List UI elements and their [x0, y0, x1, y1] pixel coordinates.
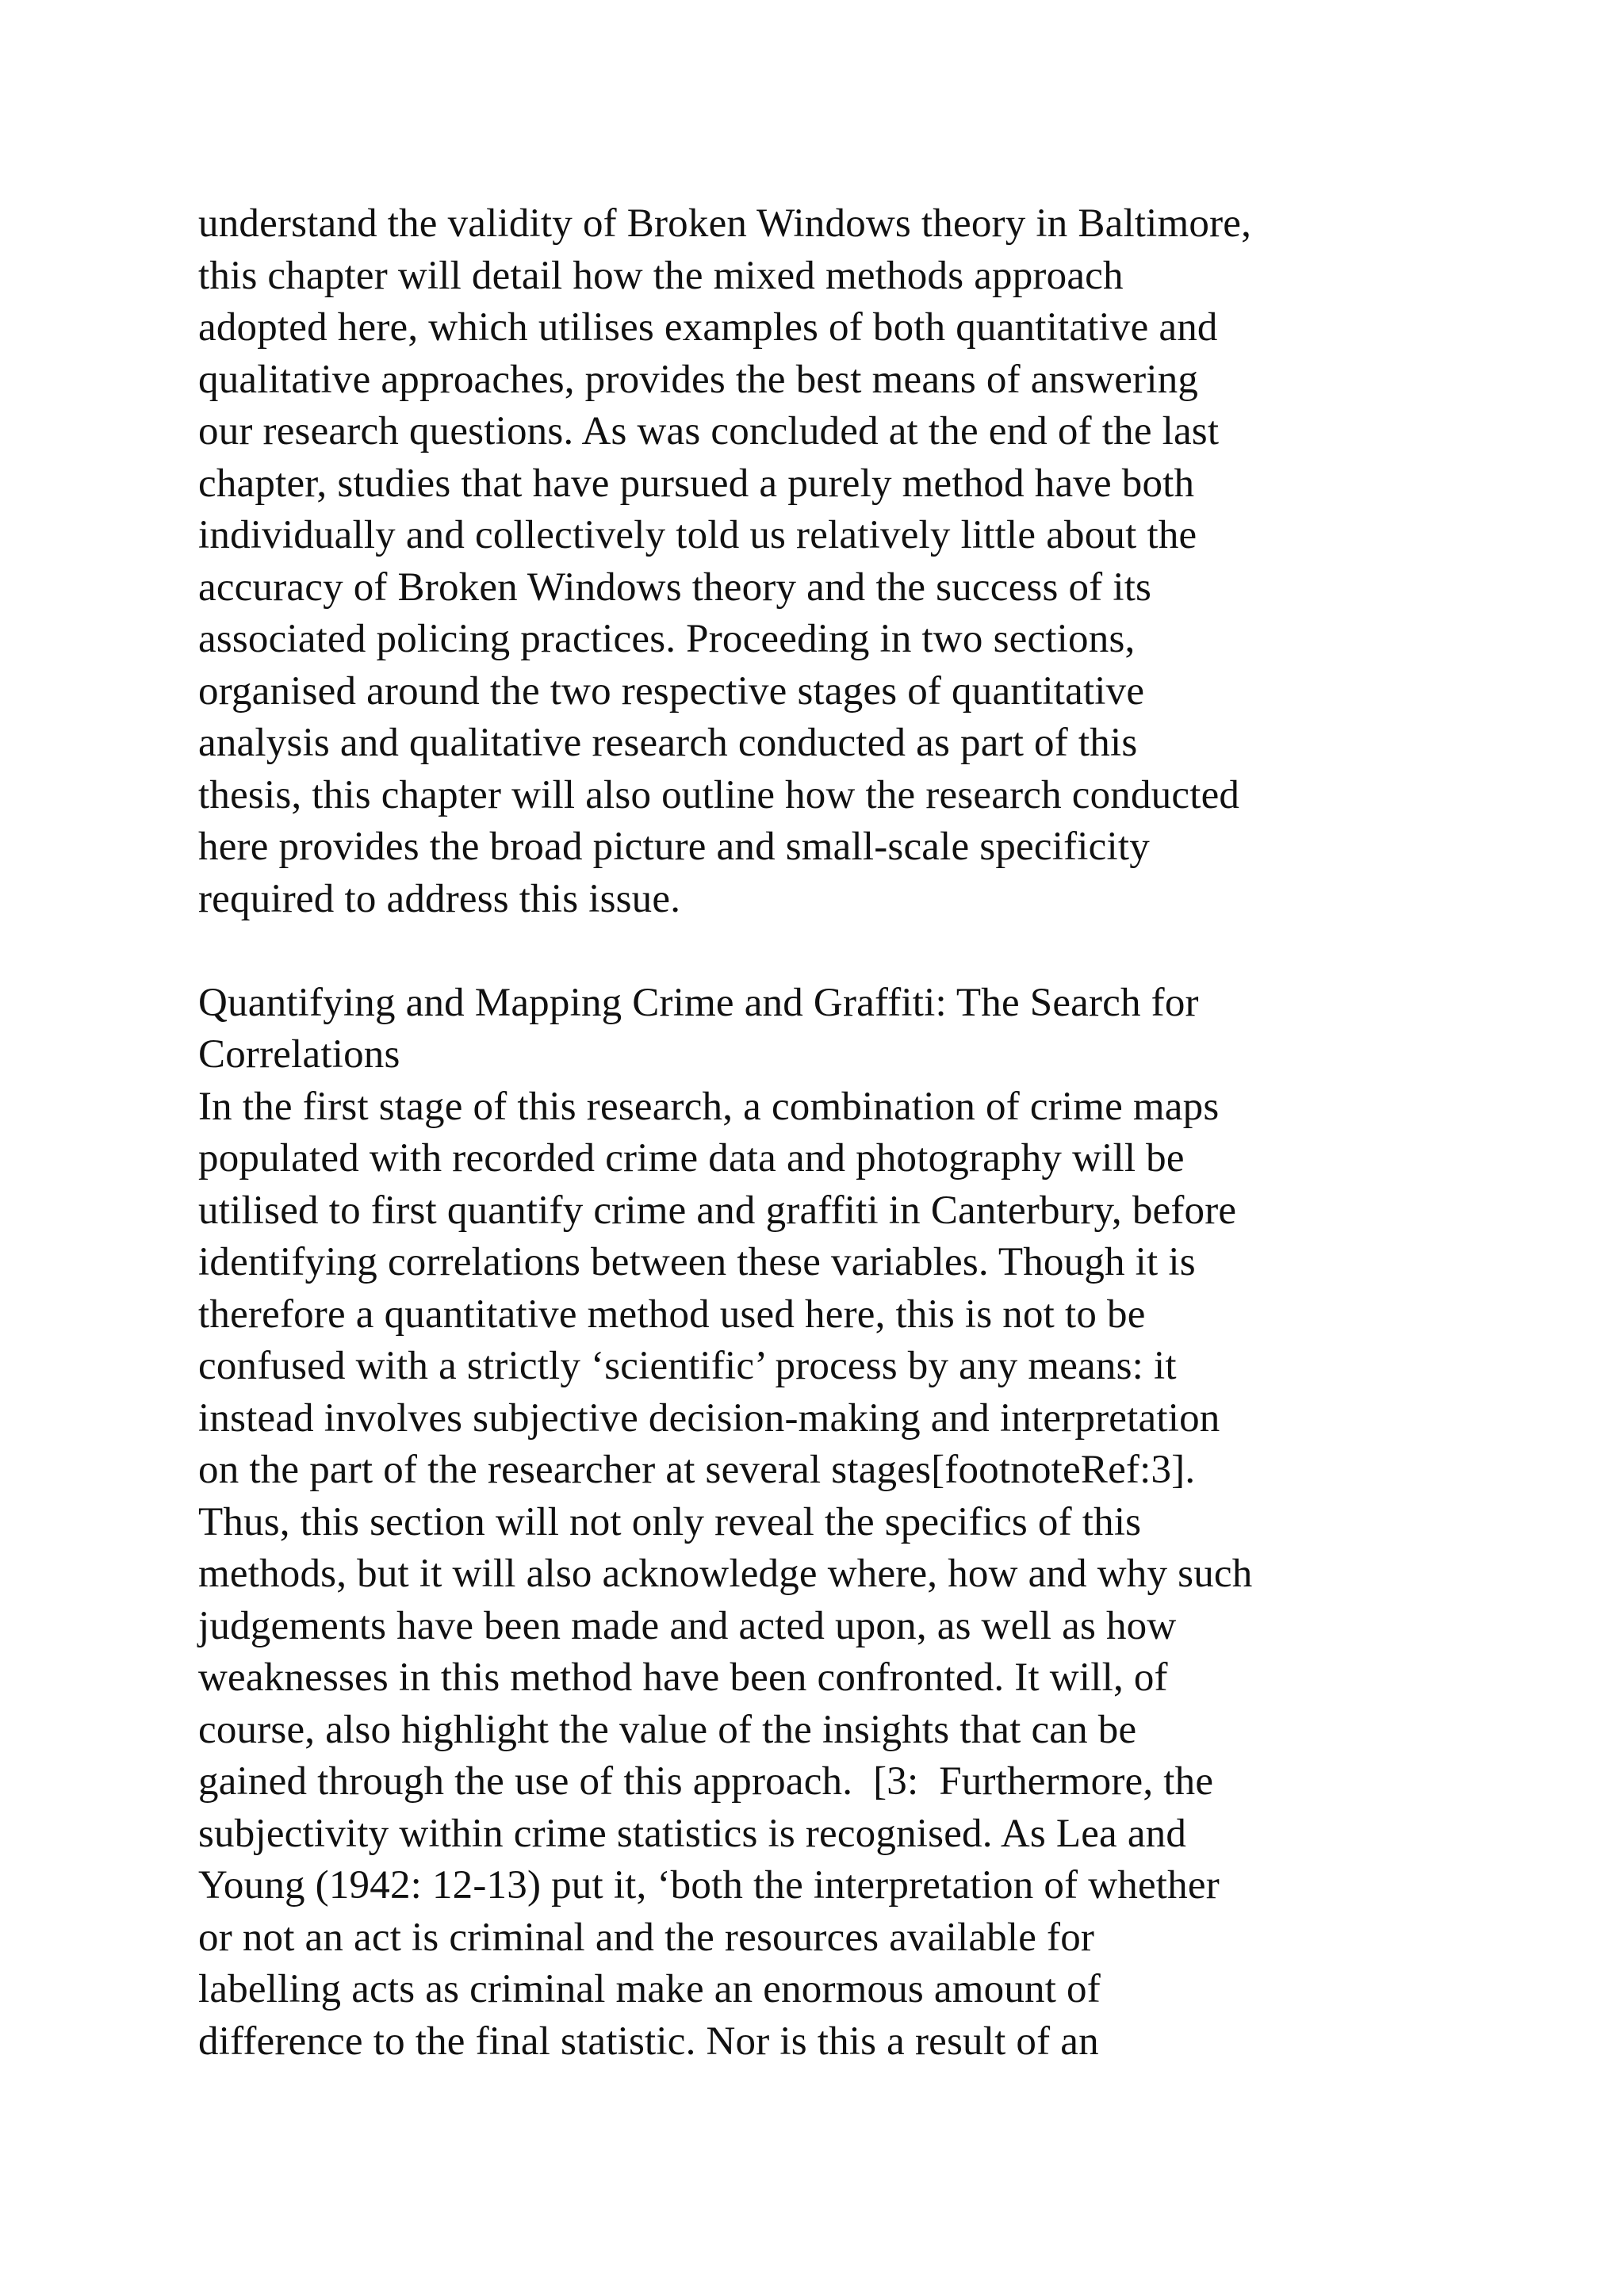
text-line: therefore a quantitative method used here, this is not to be [198, 1292, 1146, 1337]
document-page [198, 198, 1467, 2068]
text-line: associated policing practices. Proceeding in two sections, [198, 617, 1136, 661]
text-line: weaknesses in this method have been confronted. It will, of [198, 1655, 1168, 1700]
text-line: identifying correlations between these variables. Though it is [198, 1240, 1196, 1284]
heading-line: Quantifying and Mapping Crime and Graffiti: The Search for [198, 980, 1199, 1025]
text-line: here provides the broad picture and small-scale specificity [198, 825, 1150, 869]
text-line: confused with a strictly ‘scientific’ process by any means: it [198, 1344, 1177, 1388]
heading-line: Correlations [198, 1032, 400, 1077]
text-line: subjectivity within crime statistics is recognised. As Lea and [198, 1811, 1187, 1856]
body-paragraph-2 [198, 1081, 1467, 2068]
text-line: required to address this issue. [198, 876, 681, 921]
text-line: adopted here, which utilises examples of both quantitative and [198, 305, 1218, 350]
text-line: understand the validity of Broken Windows theory in Baltimore, [198, 201, 1252, 246]
text-line: course, also highlight the value of the insights that can be [198, 1707, 1137, 1752]
text-line: judgements have been made and acted upon, as well as how [198, 1603, 1177, 1648]
text-line: methods, but it will also acknowledge where, how and why such [198, 1552, 1253, 1596]
section-heading [198, 978, 1467, 1081]
text-line: instead involves subjective decision-making and interpretation [198, 1395, 1220, 1441]
text-line: individually and collectively told us relatively little about the [198, 513, 1197, 557]
text-line: In the first stage of this research, a combination of crime maps [198, 1084, 1220, 1129]
text-line: organised around the two respective stages of quantitative [198, 668, 1145, 714]
text-line: gained through the use of this approach. [3: Furthermore, the [198, 1759, 1214, 1804]
text-line: our research questions. As was concluded at the end of the last [198, 409, 1220, 453]
text-line: or not an act is criminal and the resources available for [198, 1915, 1095, 1960]
text-line: Thus, this section will not only reveal the specifics of this [198, 1499, 1142, 1544]
text-line: difference to the final statistic. Nor is this a result of an [198, 2019, 1099, 2064]
text-line: on the part of the researcher at several stages[footnoteRef:3]. [198, 1448, 1196, 1492]
text-line: qualitative approaches, provides the best means of answering [198, 357, 1199, 402]
text-line: utilised to first quantify crime and graffiti in Canterbury, before [198, 1188, 1237, 1233]
text-line: chapter, studies that have pursued a purely method have both [198, 461, 1195, 506]
text-line: populated with recorded crime data and photography will be [198, 1136, 1185, 1181]
text-line: accuracy of Broken Windows theory and the success of its [198, 564, 1152, 610]
text-line: labelling acts as criminal make an enormous amount of [198, 1967, 1101, 2011]
body-paragraph-1 [198, 198, 1467, 925]
text-line: analysis and qualitative research conducted as part of this [198, 721, 1138, 765]
text-line: this chapter will detail how the mixed methods approach [198, 253, 1124, 298]
text-line: thesis, this chapter will also outline how the research conducted [198, 772, 1240, 817]
paragraph-spacer [198, 925, 1467, 978]
text-line: Young (1942: 12-13) put it, ‘both the interpretation of whether [198, 1863, 1220, 1908]
